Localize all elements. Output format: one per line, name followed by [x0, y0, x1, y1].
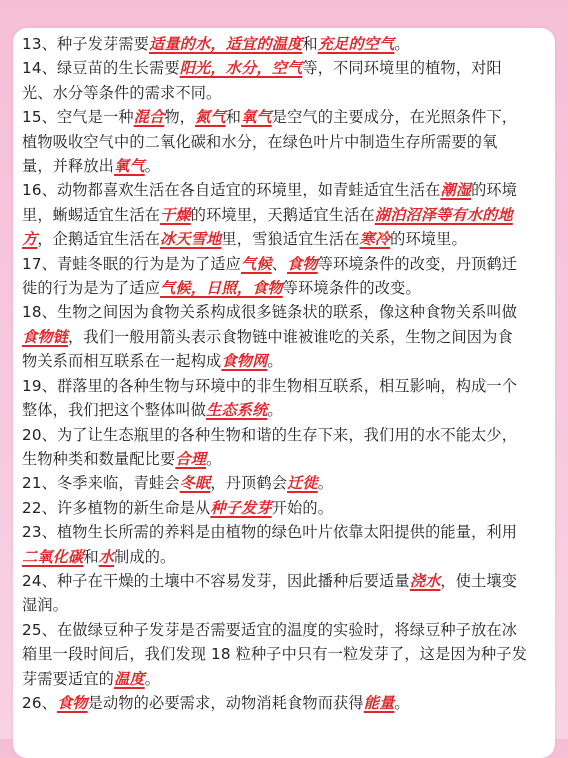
item-text: 。 — [144, 157, 161, 176]
item-text: 的环境里，天鹅适宜生活在 — [190, 205, 375, 224]
answer-highlight: 浇水 — [409, 571, 441, 590]
list-item — [22, 569, 528, 618]
list-item — [22, 105, 528, 178]
answer-highlight: 水 — [98, 547, 115, 566]
item-text: 和 — [83, 547, 99, 566]
answer-highlight: 充足的空气 — [317, 35, 395, 53]
item-text: ，丹顶鹤会 — [210, 474, 288, 493]
list-item — [22, 423, 528, 472]
item-text: 15、空气是一种 — [22, 108, 134, 127]
item-text: 22、许多植物的新生命是从 — [22, 498, 211, 517]
answer-highlight: 生态系统 — [206, 401, 268, 420]
item-text: 物， — [164, 108, 196, 127]
item-text: 等环境条件的改变，丹顶鹤迁徙的行为是为了适应 — [22, 254, 518, 298]
item-text: 25、在做绿豆种子发芽是否需要适宜的温度的实验时，将绿豆种子放在冰箱里一段时间后，我们发现 18 粒种子中只有一粒发芽了，这是因为种子发芽需要适宜的 — [22, 620, 528, 688]
item-text: 。 — [394, 693, 410, 712]
answer-highlight: 冬眠 — [179, 474, 211, 493]
item-text: 16、动物都喜欢生活在各自适宜的环境里，如青蛙适宜生活在 — [22, 181, 441, 200]
answer-highlight: 迁徙 — [287, 474, 318, 493]
item-text: 20、为了让生态瓶里的各种生物和谐的生存下来，我们用的水不能太少，生物种类和数量配比要 — [22, 425, 518, 468]
item-text: ，企鹅适宜生活在 — [37, 230, 161, 249]
item-text: 是空气的主要成分，在光照条件下，植物吸收空气中的二氧化碳和水分，在绿色叶片中制造生存所需要的氧量，并释放出 — [22, 108, 518, 176]
answer-highlight: 食物 — [287, 254, 318, 273]
list-item — [22, 471, 528, 495]
list-item — [22, 496, 528, 520]
item-text: 13、种子发芽需要 — [22, 35, 149, 53]
item-text: 。 — [317, 474, 334, 493]
answer-highlight: 种子发芽 — [210, 498, 272, 517]
item-text: 等环境条件的改变。 — [282, 279, 421, 298]
answer-highlight: 氧气 — [114, 157, 145, 176]
answer-highlight: 干燥 — [160, 205, 191, 224]
item-text: 14、绿豆苗的生长需要 — [22, 59, 180, 78]
item-text: 18、生物之间因为食物关系构成很多链条状的联系，像这种食物关系叫做 — [22, 303, 518, 322]
list-item — [22, 32, 528, 56]
item-text: 。 — [267, 401, 283, 420]
answer-highlight: 气候 — [241, 254, 272, 273]
answer-highlight: 寒冷 — [359, 230, 391, 249]
item-text: 21、冬季来临，青蛙会 — [22, 474, 180, 493]
list-item — [22, 300, 528, 373]
item-text: 和 — [302, 35, 318, 53]
list-item — [22, 56, 528, 105]
answer-highlight: 适量的水，适宜的温度 — [149, 35, 303, 53]
answer-highlight: 氮气 — [195, 108, 226, 127]
item-text: 开始的。 — [271, 498, 334, 517]
item-text: ，使土壤变湿润。 — [22, 571, 518, 615]
answer-highlight: 合理 — [175, 449, 207, 468]
item-text: 是动物的必要需求，动物消耗食物而获得 — [87, 693, 364, 712]
item-text: 17、青蛙冬眠的行为是为了适应 — [22, 254, 242, 273]
item-text: ，我们一般用箭头表示食物链中谁被谁吃的关系，生物之间因为食物关系而相互联系在一起构成 — [22, 327, 513, 371]
answer-highlight: 潮湿 — [440, 181, 472, 200]
item-text: 。 — [206, 449, 222, 468]
item-text: 和 — [225, 108, 242, 127]
document-body — [22, 32, 528, 715]
answer-highlight: 氧气 — [241, 108, 272, 127]
answer-highlight: 阳光，水分，空气 — [179, 59, 303, 78]
answer-highlight: 食物链 — [22, 327, 69, 346]
answer-highlight: 二氧化碳 — [22, 547, 84, 566]
item-text: 制成的。 — [114, 547, 176, 566]
list-item — [22, 618, 528, 691]
list-item — [22, 252, 528, 301]
item-text: 。 — [144, 669, 161, 688]
answer-highlight: 冰天雪地 — [160, 230, 222, 249]
item-text: 26、 — [22, 693, 57, 712]
list-item — [22, 691, 528, 715]
answer-highlight: 食物 — [56, 693, 88, 712]
item-text: 的环境里，蜥蜴适宜生活在 — [22, 181, 518, 224]
item-text: 里，雪狼适宜生活在 — [221, 230, 360, 249]
list-item — [22, 178, 528, 251]
item-text: 。 — [267, 352, 283, 371]
item-text: 19、群落里的各种生物与环境中的非生物相互联系，相互影响，构成一个整体，我们把这个整体叫做 — [22, 376, 518, 420]
item-text: 等，不同环境里的植物，对阳光、水分等条件的需求不同。 — [22, 59, 502, 102]
item-text: 、 — [271, 254, 288, 273]
answer-highlight: 气候，日照，食物 — [160, 279, 283, 298]
item-text: 的环境里。 — [390, 230, 467, 249]
answer-highlight: 湖泊沼泽等有水的地方 — [22, 205, 513, 249]
answer-highlight: 混合 — [133, 108, 165, 127]
answer-highlight: 能量 — [363, 693, 395, 712]
item-text: 24、种子在干燥的土壤中不容易发芽，因此播种后要适量 — [22, 571, 410, 590]
answer-highlight: 温度 — [114, 669, 145, 688]
list-item — [22, 374, 528, 423]
list-item — [22, 520, 528, 569]
answer-highlight: 食物网 — [221, 352, 268, 371]
item-text: 23、植物生长所需的养料是由植物的绿色叶片依靠太阳提供的能量，利用 — [22, 523, 518, 542]
item-text: 。 — [394, 35, 410, 53]
